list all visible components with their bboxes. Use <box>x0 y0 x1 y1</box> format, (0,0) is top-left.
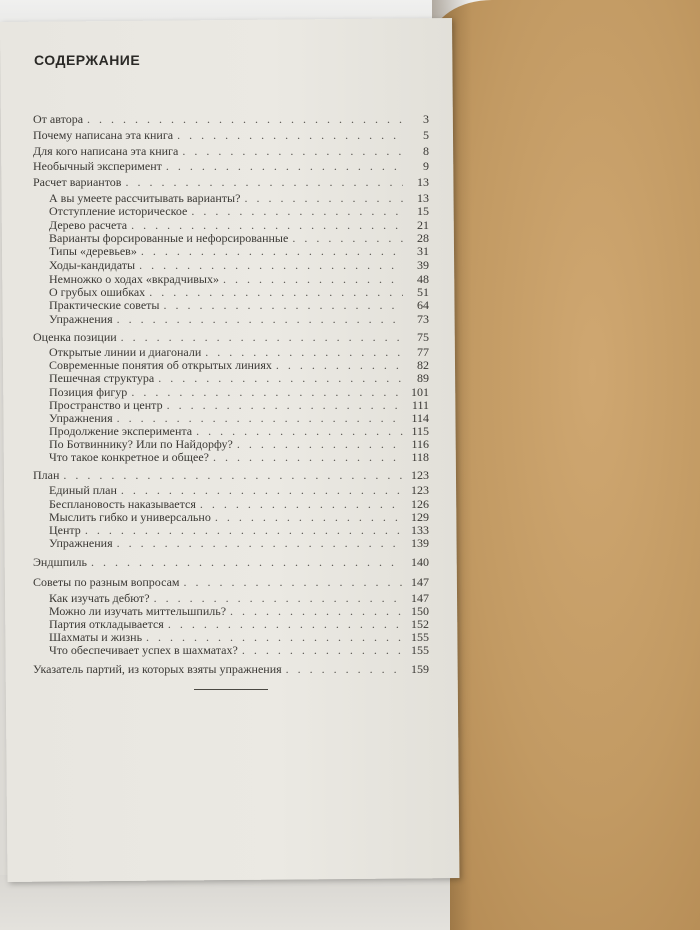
toc-leader <box>139 258 403 272</box>
toc-leader <box>149 285 403 299</box>
toc-entry-title: Почему написана эта книга <box>33 128 174 142</box>
toc-page-number: 139 <box>411 536 429 550</box>
toc-entry-title: Упражнения <box>49 536 113 550</box>
end-rule <box>194 689 268 690</box>
toc-page-number: 89 <box>417 371 429 385</box>
toc-page-number: 101 <box>411 385 429 399</box>
toc-entry-title: Дерево расчета <box>49 218 128 232</box>
toc-page-number: 152 <box>411 617 429 631</box>
toc-entry-title: Отступление историческое <box>49 204 188 218</box>
toc-page-number: 133 <box>411 523 429 537</box>
toc-leader <box>117 536 403 550</box>
toc-entry-title: Как изучать дебют? <box>49 591 150 605</box>
page-title: СОДЕРЖАНИЕ <box>34 52 141 68</box>
toc-entry[interactable] <box>33 662 429 676</box>
toc-entry[interactable] <box>49 424 429 438</box>
toc-entry-title: А вы умеете рассчитывать варианты? <box>49 191 241 205</box>
toc-page-number: 147 <box>411 575 429 589</box>
toc-page-number: 31 <box>417 244 429 258</box>
toc-entry[interactable] <box>33 175 429 189</box>
toc-entry-title: Партия откладывается <box>49 617 164 631</box>
toc-entry[interactable] <box>49 630 429 644</box>
toc-leader <box>91 555 403 569</box>
toc-page-number: 129 <box>411 510 429 524</box>
toc-entry-title: Практические советы <box>49 298 160 312</box>
toc-leader <box>182 144 403 158</box>
toc-page-number: 114 <box>411 411 429 425</box>
toc-entry-title: Шахматы и жизнь <box>49 630 143 644</box>
toc-leader <box>154 591 403 605</box>
toc-entry-title: Бесплановость наказывается <box>49 497 196 511</box>
toc-leader <box>168 617 403 631</box>
toc-entry[interactable] <box>33 330 429 344</box>
toc-entry[interactable] <box>49 617 429 631</box>
toc-page-number: 159 <box>411 662 429 676</box>
toc-entry-title: Пространство и центр <box>49 398 163 412</box>
toc-entry[interactable] <box>49 345 429 359</box>
toc-leader <box>121 483 403 497</box>
toc-entry[interactable] <box>49 285 429 299</box>
toc-entry-title: Эндшпиль <box>33 555 87 569</box>
toc-entry[interactable] <box>49 231 429 245</box>
toc-page-number: 116 <box>411 437 429 451</box>
toc-entry-title: Открытые линии и диагонали <box>49 345 202 359</box>
toc-leader <box>237 437 403 451</box>
toc-page-number: 147 <box>411 591 429 605</box>
toc-entry[interactable] <box>33 555 429 569</box>
toc-leader <box>63 468 403 482</box>
toc-entry-title: План <box>33 468 60 482</box>
toc-entry[interactable] <box>49 272 429 286</box>
toc-entry-title: Что такое конкретное и общее? <box>49 450 209 464</box>
toc-leader <box>158 371 403 385</box>
toc-page-number: 5 <box>423 128 429 142</box>
toc-entry[interactable] <box>49 312 429 326</box>
toc-leader <box>200 497 403 511</box>
toc-page-number: 51 <box>417 285 429 299</box>
toc-leader <box>242 643 403 657</box>
toc-page-number: 8 <box>423 144 429 158</box>
toc-page-number: 82 <box>417 358 429 372</box>
toc-entry-title: От автора <box>33 112 84 126</box>
toc-entry[interactable] <box>33 128 429 142</box>
toc-page-number: 13 <box>417 175 429 189</box>
toc-leader <box>177 128 403 142</box>
toc-leader <box>276 358 403 372</box>
toc-entry[interactable] <box>49 204 429 218</box>
toc-entry-title: Единый план <box>49 483 117 497</box>
toc-page-number: 118 <box>411 450 429 464</box>
toc-entry-title: Продолжение эксперимента <box>49 424 193 438</box>
toc-entry[interactable] <box>33 468 429 482</box>
toc-entry-title: Что обеспечивает успех в шахматах? <box>49 643 238 657</box>
toc-leader <box>215 510 403 524</box>
toc-page-number: 75 <box>417 330 429 344</box>
toc-leader <box>87 112 403 126</box>
toc-entry[interactable] <box>49 398 429 412</box>
toc-entry[interactable] <box>49 385 429 399</box>
toc-page-number: 3 <box>423 112 429 126</box>
toc-page-number: 111 <box>411 398 429 412</box>
toc-leader <box>205 345 403 359</box>
toc-entry[interactable] <box>49 510 429 524</box>
toc-entry[interactable] <box>49 244 429 258</box>
toc-entry[interactable] <box>49 497 429 511</box>
toc-entry-title: Пешечная структура <box>49 371 155 385</box>
toc-leader <box>196 424 403 438</box>
toc-page-number: 150 <box>411 604 429 618</box>
toc-leader <box>141 244 403 258</box>
toc-leader <box>292 231 403 245</box>
toc-entry-title: Позиция фигур <box>49 385 128 399</box>
toc-entry[interactable] <box>49 258 429 272</box>
toc-entry-title: Необычный эксперимент <box>33 159 162 173</box>
toc-leader <box>146 630 403 644</box>
toc-leader <box>223 272 403 286</box>
toc-leader <box>117 411 403 425</box>
toc-entry[interactable] <box>49 604 429 618</box>
toc-entry[interactable] <box>49 437 429 451</box>
toc-entry[interactable] <box>49 536 429 550</box>
toc-entry-title: По Ботвиннику? Или по Найдорфу? <box>49 437 233 451</box>
toc-page-number: 28 <box>417 231 429 245</box>
toc-page-number: 77 <box>417 345 429 359</box>
toc-page-number: 64 <box>417 298 429 312</box>
toc-page-number: 115 <box>411 424 429 438</box>
toc-entry-title: Упражнения <box>49 411 113 425</box>
toc-entry[interactable] <box>49 191 429 205</box>
toc-page-number: 48 <box>417 272 429 286</box>
toc-entry[interactable] <box>49 298 429 312</box>
toc-entry-title: Упражнения <box>49 312 113 326</box>
toc-entry-title: Расчет вариантов <box>33 175 122 189</box>
toc-entry[interactable] <box>49 523 429 537</box>
toc-page-number: 21 <box>417 218 429 232</box>
toc-leader <box>167 398 403 412</box>
toc-entry-title: Для кого написана эта книга <box>33 144 179 158</box>
table-surface <box>0 875 450 930</box>
toc-entry-title: Оценка позиции <box>33 330 117 344</box>
toc-page-number: 9 <box>423 159 429 173</box>
toc-page-number: 13 <box>417 191 429 205</box>
toc-entry[interactable] <box>49 591 429 605</box>
toc-leader <box>125 175 403 189</box>
toc-page-number: 39 <box>417 258 429 272</box>
facing-page <box>432 0 700 930</box>
toc-entry-title: Типы «деревьев» <box>49 244 137 258</box>
toc-leader <box>191 204 403 218</box>
toc-page-number: 155 <box>411 643 429 657</box>
toc-entry-title: Современные понятия об открытых линиях <box>49 358 272 372</box>
toc-entry-title: Варианты форсированные и нефорсированные <box>49 231 289 245</box>
toc-entry-title: Немножко о ходах «вкрадчивых» <box>49 272 219 286</box>
toc-leader <box>85 523 403 537</box>
toc-entry[interactable] <box>49 483 429 497</box>
toc-entry[interactable] <box>49 218 429 232</box>
toc-entry[interactable] <box>33 144 429 158</box>
toc-page-number: 140 <box>411 555 429 569</box>
toc-leader <box>121 330 403 344</box>
toc-entry-title: Указатель партий, из которых взяты упражнения <box>33 662 282 676</box>
toc-page-number: 123 <box>411 468 429 482</box>
toc-leader <box>244 191 403 205</box>
toc-entry[interactable] <box>33 112 429 126</box>
toc-page-number: 15 <box>417 204 429 218</box>
toc-leader <box>213 450 403 464</box>
toc-entry-title: Ходы-кандидаты <box>49 258 136 272</box>
toc-leader <box>286 662 403 676</box>
toc-page-number: 126 <box>411 497 429 511</box>
toc-entry-title: О грубых ошибках <box>49 285 146 299</box>
toc-leader <box>184 575 404 589</box>
toc-leader <box>131 385 403 399</box>
toc-leader <box>230 604 403 618</box>
toc-page-number: 73 <box>417 312 429 326</box>
toc-entry-title: Мыслить гибко и универсально <box>49 510 211 524</box>
toc-entry[interactable] <box>49 411 429 425</box>
toc-leader <box>131 218 403 232</box>
toc-entry[interactable] <box>49 450 429 464</box>
toc-entry-title: Можно ли изучать миттельшпиль? <box>49 604 227 618</box>
toc-entry[interactable] <box>33 575 429 589</box>
toc-entry-title: Советы по разным вопросам <box>33 575 180 589</box>
toc-leader <box>166 159 403 173</box>
toc-page-number: 155 <box>411 630 429 644</box>
toc-entry[interactable] <box>49 358 429 372</box>
toc-entry[interactable] <box>49 643 429 657</box>
toc-leader <box>163 298 403 312</box>
toc-entry-title: Центр <box>49 523 81 537</box>
toc-leader <box>117 312 403 326</box>
toc-entry[interactable] <box>33 159 429 173</box>
toc-page-number: 123 <box>411 483 429 497</box>
toc-entry[interactable] <box>49 371 429 385</box>
